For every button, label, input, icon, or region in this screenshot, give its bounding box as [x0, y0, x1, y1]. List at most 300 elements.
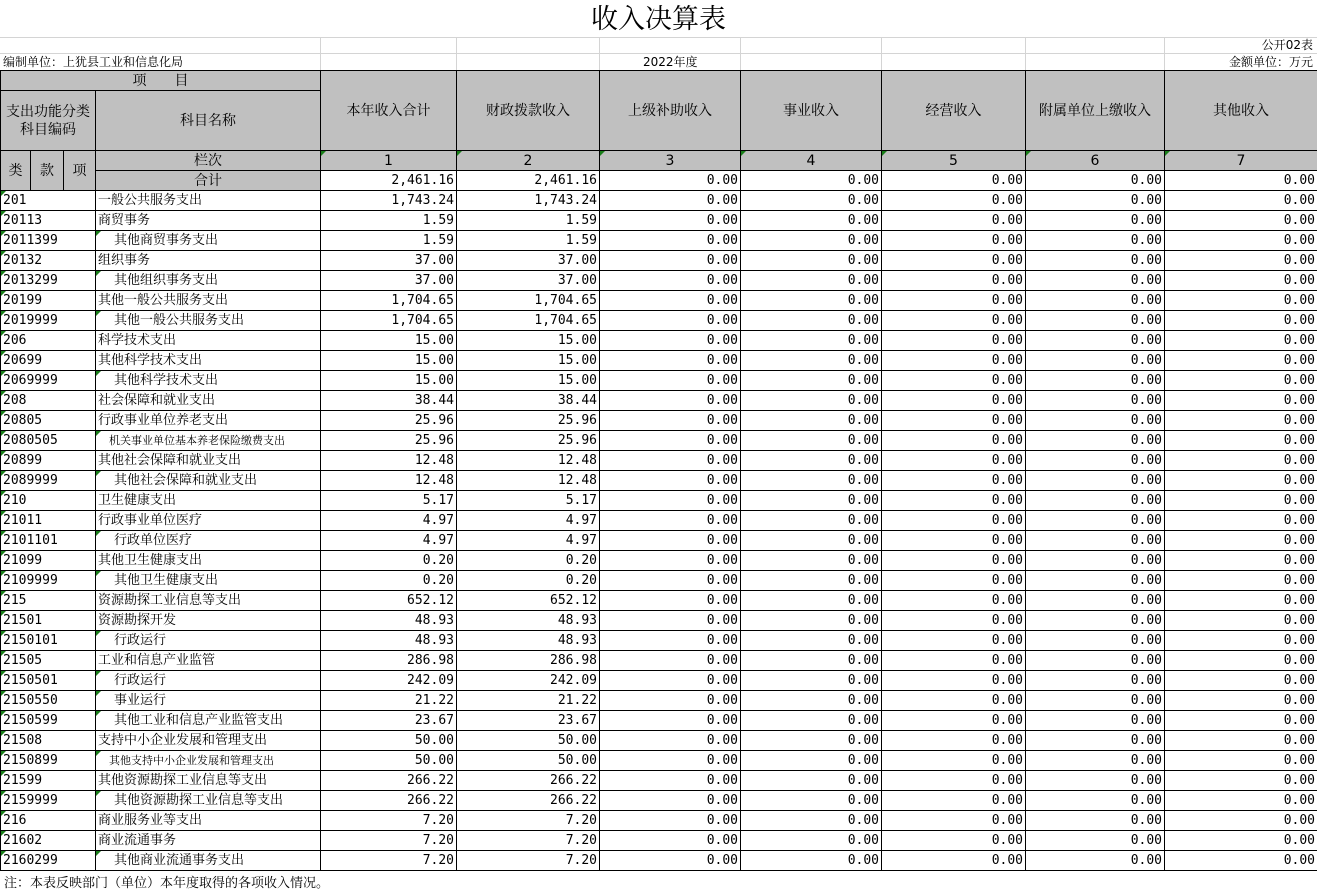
table-row	[1, 511, 1317, 531]
row-value: 0.00	[741, 531, 882, 551]
row-value: 0.00	[741, 671, 882, 691]
row-value: 0.00	[1026, 451, 1165, 471]
row-value: 0.00	[1165, 231, 1317, 251]
row-value: 0.00	[1026, 731, 1165, 751]
table-row	[1, 671, 1317, 691]
row-value: 0.00	[741, 831, 882, 851]
row-value: 0.00	[882, 231, 1026, 251]
row-value: 0.00	[1026, 671, 1165, 691]
col-number: 5	[882, 151, 1026, 171]
row-value: 0.00	[1165, 191, 1317, 211]
header-xiangmu: 项 目	[1, 71, 321, 91]
header-col-4: 事业收入	[741, 71, 882, 151]
gridline	[740, 37, 741, 70]
row-value: 0.00	[600, 611, 741, 631]
table-row	[1, 471, 1317, 491]
row-value: 0.00	[741, 291, 882, 311]
row-value: 0.00	[1165, 591, 1317, 611]
table-row	[1, 271, 1317, 291]
row-value: 266.22	[457, 771, 600, 791]
table-row	[1, 231, 1317, 251]
table-row	[1, 191, 1317, 211]
row-value: 0.00	[882, 411, 1026, 431]
row-value: 0.00	[741, 211, 882, 231]
table-row	[1, 591, 1317, 611]
row-value: 0.00	[882, 671, 1026, 691]
table-row	[1, 731, 1317, 751]
row-value: 4.97	[457, 531, 600, 551]
row-value: 0.00	[882, 851, 1026, 871]
row-value: 0.00	[1165, 831, 1317, 851]
row-value: 0.00	[1165, 671, 1317, 691]
col-number: 6	[1026, 151, 1165, 171]
row-code: 20805	[1, 411, 96, 431]
row-value: 15.00	[321, 371, 457, 391]
row-value: 0.00	[1026, 711, 1165, 731]
row-name: 其他组织事务支出	[96, 271, 321, 291]
row-value: 0.00	[1026, 431, 1165, 451]
table-body	[1, 191, 1317, 871]
total-value: 0.00	[1026, 171, 1165, 191]
row-value: 7.20	[321, 831, 457, 851]
row-value: 0.00	[1026, 211, 1165, 231]
row-value: 0.00	[1165, 771, 1317, 791]
row-value: 5.17	[321, 491, 457, 511]
row-value: 0.00	[1165, 531, 1317, 551]
row-value: 0.00	[1165, 511, 1317, 531]
row-value: 0.00	[741, 611, 882, 631]
row-value: 0.00	[600, 691, 741, 711]
row-name: 商业服务业等支出	[96, 811, 321, 831]
table-row	[1, 551, 1317, 571]
row-value: 0.00	[741, 511, 882, 531]
row-value: 0.00	[882, 771, 1026, 791]
row-value: 0.00	[1026, 311, 1165, 331]
row-value: 48.93	[321, 611, 457, 631]
row-value: 0.00	[600, 831, 741, 851]
row-value: 0.00	[600, 511, 741, 531]
row-code: 21501	[1, 611, 96, 631]
row-value: 0.00	[882, 251, 1026, 271]
row-value: 0.00	[1026, 851, 1165, 871]
row-code: 20113	[1, 211, 96, 231]
row-value: 0.00	[741, 431, 882, 451]
row-code: 2159999	[1, 791, 96, 811]
row-value: 0.20	[457, 571, 600, 591]
row-value: 0.00	[1026, 631, 1165, 651]
row-name: 行政运行	[96, 631, 321, 651]
row-name: 工业和信息产业监管	[96, 651, 321, 671]
row-value: 0.00	[600, 811, 741, 831]
gridline	[320, 37, 321, 70]
row-value: 0.00	[741, 411, 882, 431]
row-value: 0.00	[1165, 691, 1317, 711]
row-value: 0.00	[1026, 291, 1165, 311]
total-value: 0.00	[882, 171, 1026, 191]
table-row	[1, 311, 1317, 331]
row-value: 38.44	[321, 391, 457, 411]
row-value: 0.00	[882, 711, 1026, 731]
header-col-2: 财政拨款收入	[457, 71, 600, 151]
row-code: 20132	[1, 251, 96, 271]
row-code: 2013299	[1, 271, 96, 291]
table-row	[1, 331, 1317, 351]
col-number: 4	[741, 151, 882, 171]
row-code: 2160299	[1, 851, 96, 871]
row-value: 0.00	[600, 571, 741, 591]
row-code: 210	[1, 491, 96, 511]
row-value: 1,743.24	[321, 191, 457, 211]
row-value: 0.00	[741, 591, 882, 611]
row-value: 50.00	[457, 751, 600, 771]
row-value: 0.00	[1026, 371, 1165, 391]
row-value: 7.20	[457, 831, 600, 851]
row-value: 0.00	[741, 691, 882, 711]
table-row	[1, 251, 1317, 271]
row-value: 0.20	[321, 571, 457, 591]
table-row	[1, 611, 1317, 631]
row-value: 12.48	[321, 451, 457, 471]
row-name: 其他社会保障和就业支出	[96, 471, 321, 491]
row-value: 0.00	[741, 271, 882, 291]
row-value: 0.00	[1165, 271, 1317, 291]
row-value: 0.00	[1165, 491, 1317, 511]
row-value: 37.00	[321, 251, 457, 271]
row-value: 0.00	[1165, 551, 1317, 571]
header-code-group: 支出功能分类科目编码	[1, 91, 96, 151]
row-value: 0.00	[600, 651, 741, 671]
year-label: 2022年度	[643, 55, 698, 69]
row-value: 0.00	[741, 851, 882, 871]
row-code: 216	[1, 811, 96, 831]
row-code: 20899	[1, 451, 96, 471]
row-value: 0.00	[882, 751, 1026, 771]
row-value: 0.00	[600, 311, 741, 331]
row-value: 286.98	[457, 651, 600, 671]
gridline	[0, 53, 1317, 54]
table-row	[1, 691, 1317, 711]
row-value: 0.00	[882, 311, 1026, 331]
row-value: 0.00	[1165, 391, 1317, 411]
row-value: 1,704.65	[321, 311, 457, 331]
row-value: 0.00	[1165, 711, 1317, 731]
row-value: 0.00	[741, 651, 882, 671]
row-name: 行政单位医疗	[96, 531, 321, 551]
total-value: 2,461.16	[457, 171, 600, 191]
row-value: 0.00	[1165, 791, 1317, 811]
income-table	[0, 70, 1317, 871]
row-name: 行政运行	[96, 671, 321, 691]
row-value: 1,704.65	[321, 291, 457, 311]
row-value: 0.00	[1026, 231, 1165, 251]
row-value: 15.00	[457, 331, 600, 351]
row-value: 0.00	[600, 331, 741, 351]
row-code: 21508	[1, 731, 96, 751]
row-value: 0.00	[1165, 291, 1317, 311]
row-value: 0.00	[1165, 211, 1317, 231]
col-number: 7	[1165, 151, 1317, 171]
row-value: 0.00	[882, 571, 1026, 591]
row-name: 其他资源勘探工业信息等支出	[96, 791, 321, 811]
row-value: 1,743.24	[457, 191, 600, 211]
row-code: 2080505	[1, 431, 96, 451]
row-name: 商业流通事务	[96, 831, 321, 851]
row-code: 2109999	[1, 571, 96, 591]
row-value: 50.00	[457, 731, 600, 751]
row-value: 0.00	[882, 831, 1026, 851]
table-row	[1, 291, 1317, 311]
row-name: 其他社会保障和就业支出	[96, 451, 321, 471]
row-value: 0.00	[882, 371, 1026, 391]
row-value: 0.00	[741, 191, 882, 211]
total-value: 0.00	[741, 171, 882, 191]
row-value: 0.00	[600, 671, 741, 691]
row-value: 266.22	[321, 771, 457, 791]
row-value: 0.00	[882, 811, 1026, 831]
row-value: 25.96	[457, 431, 600, 451]
row-value: 0.00	[741, 631, 882, 651]
row-value: 0.00	[1165, 351, 1317, 371]
row-value: 266.22	[457, 791, 600, 811]
row-value: 15.00	[457, 371, 600, 391]
row-name: 其他一般公共服务支出	[96, 291, 321, 311]
header-lei: 类	[1, 151, 31, 191]
row-value: 4.97	[321, 511, 457, 531]
row-code: 20199	[1, 291, 96, 311]
row-value: 0.00	[741, 331, 882, 351]
row-code: 2101101	[1, 531, 96, 551]
row-value: 0.00	[882, 731, 1026, 751]
row-name: 其他工业和信息产业监管支出	[96, 711, 321, 731]
table-row	[1, 751, 1317, 771]
row-value: 21.22	[457, 691, 600, 711]
row-value: 0.00	[882, 611, 1026, 631]
table-row	[1, 391, 1317, 411]
row-value: 0.00	[1026, 531, 1165, 551]
row-value: 0.00	[600, 851, 741, 871]
row-name: 其他商业流通事务支出	[96, 851, 321, 871]
row-value: 0.00	[1026, 491, 1165, 511]
row-value: 0.20	[457, 551, 600, 571]
table-row	[1, 771, 1317, 791]
row-value: 0.00	[1026, 511, 1165, 531]
header-col-5: 经营收入	[882, 71, 1026, 151]
header-col-6: 附属单位上缴收入	[1026, 71, 1165, 151]
row-value: 0.00	[1165, 371, 1317, 391]
row-value: 0.00	[882, 471, 1026, 491]
row-value: 23.67	[321, 711, 457, 731]
unit-label: 编制单位：上犹县工业和信息化局	[3, 55, 184, 69]
gridline	[1164, 37, 1165, 70]
header-name: 科目名称	[96, 91, 321, 151]
row-value: 0.00	[600, 771, 741, 791]
row-code: 21505	[1, 651, 96, 671]
row-value: 0.00	[600, 791, 741, 811]
row-name: 其他科学技术支出	[96, 371, 321, 391]
row-value: 0.00	[882, 291, 1026, 311]
row-value: 0.00	[1026, 551, 1165, 571]
row-value: 0.00	[1165, 411, 1317, 431]
gridline	[1025, 37, 1026, 70]
row-value: 0.00	[1026, 351, 1165, 371]
header-col-7: 其他收入	[1165, 71, 1317, 151]
row-value: 0.00	[882, 491, 1026, 511]
row-code: 2150550	[1, 691, 96, 711]
table-row	[1, 631, 1317, 651]
table-row	[1, 491, 1317, 511]
gridline	[599, 37, 600, 70]
header-xiang: 项	[64, 151, 96, 191]
form-number: 公开02表	[1261, 38, 1313, 52]
row-value: 0.00	[1026, 831, 1165, 851]
row-name: 科学技术支出	[96, 331, 321, 351]
total-value: 0.00	[600, 171, 741, 191]
row-value: 0.00	[741, 351, 882, 371]
row-value: 0.00	[882, 451, 1026, 471]
row-value: 37.00	[457, 271, 600, 291]
header-kuan: 款	[31, 151, 64, 191]
row-name: 卫生健康支出	[96, 491, 321, 511]
row-code: 2019999	[1, 311, 96, 331]
row-value: 0.00	[600, 591, 741, 611]
col-number: 1	[321, 151, 457, 171]
row-value: 7.20	[321, 851, 457, 871]
row-value: 0.00	[600, 231, 741, 251]
row-name: 社会保障和就业支出	[96, 391, 321, 411]
row-name: 资源勘探工业信息等支出	[96, 591, 321, 611]
footnote: 注：本表反映部门（单位）本年度取得的各项收入情况。	[4, 876, 330, 891]
row-value: 0.00	[600, 531, 741, 551]
row-value: 0.00	[1165, 851, 1317, 871]
row-value: 0.00	[741, 491, 882, 511]
row-code: 206	[1, 331, 96, 351]
row-value: 0.00	[741, 391, 882, 411]
row-value: 0.00	[600, 491, 741, 511]
row-value: 37.00	[457, 251, 600, 271]
row-value: 0.00	[1026, 391, 1165, 411]
row-value: 1.59	[321, 231, 457, 251]
row-value: 0.00	[1026, 251, 1165, 271]
row-value: 0.00	[600, 631, 741, 651]
row-value: 0.00	[1165, 631, 1317, 651]
row-value: 0.00	[882, 431, 1026, 451]
header-lanci: 栏次	[96, 151, 321, 171]
header-col-3: 上级补助收入	[600, 71, 741, 151]
row-value: 15.00	[457, 351, 600, 371]
row-value: 4.97	[321, 531, 457, 551]
row-value: 0.00	[1165, 811, 1317, 831]
row-code: 2089999	[1, 471, 96, 491]
table-row	[1, 791, 1317, 811]
row-value: 0.00	[1026, 611, 1165, 631]
row-value: 0.00	[600, 191, 741, 211]
row-value: 266.22	[321, 791, 457, 811]
row-value: 0.00	[600, 251, 741, 271]
table-row	[1, 411, 1317, 431]
row-value: 0.00	[600, 291, 741, 311]
row-value: 0.00	[1026, 591, 1165, 611]
row-name: 其他卫生健康支出	[96, 571, 321, 591]
row-value: 0.00	[600, 731, 741, 751]
row-code: 20699	[1, 351, 96, 371]
row-value: 0.00	[1026, 331, 1165, 351]
row-value: 25.96	[457, 411, 600, 431]
row-value: 1,704.65	[457, 291, 600, 311]
row-value: 0.00	[600, 371, 741, 391]
row-value: 0.00	[1165, 311, 1317, 331]
row-value: 12.48	[457, 471, 600, 491]
row-value: 0.00	[741, 451, 882, 471]
row-value: 0.00	[741, 791, 882, 811]
row-code: 21099	[1, 551, 96, 571]
row-value: 0.00	[600, 411, 741, 431]
row-name: 其他资源勘探工业信息等支出	[96, 771, 321, 791]
row-value: 242.09	[321, 671, 457, 691]
row-value: 0.00	[1165, 251, 1317, 271]
table-row	[1, 831, 1317, 851]
row-value: 0.00	[1026, 271, 1165, 291]
row-value: 0.00	[741, 771, 882, 791]
row-value: 25.96	[321, 431, 457, 451]
row-name: 事业运行	[96, 691, 321, 711]
gridline	[881, 37, 882, 70]
row-value: 0.00	[1165, 471, 1317, 491]
table-row	[1, 651, 1317, 671]
row-value: 7.20	[457, 811, 600, 831]
row-value: 0.00	[1026, 771, 1165, 791]
row-value: 0.00	[741, 551, 882, 571]
row-value: 0.00	[882, 691, 1026, 711]
row-value: 38.44	[457, 391, 600, 411]
row-value: 15.00	[321, 331, 457, 351]
total-value: 2,461.16	[321, 171, 457, 191]
row-value: 286.98	[321, 651, 457, 671]
table-row	[1, 811, 1317, 831]
table-row	[1, 571, 1317, 591]
row-value: 0.00	[1165, 431, 1317, 451]
report-title: 收入决算表	[591, 4, 726, 35]
row-value: 0.00	[1026, 751, 1165, 771]
row-value: 48.93	[457, 631, 600, 651]
row-value: 0.00	[741, 811, 882, 831]
row-value: 652.12	[321, 591, 457, 611]
row-value: 37.00	[321, 271, 457, 291]
row-value: 0.20	[321, 551, 457, 571]
row-value: 12.48	[457, 451, 600, 471]
row-name: 其他商贸事务支出	[96, 231, 321, 251]
row-value: 0.00	[1026, 411, 1165, 431]
row-value: 0.00	[882, 551, 1026, 571]
table-row	[1, 711, 1317, 731]
row-value: 0.00	[600, 351, 741, 371]
row-code: 2150899	[1, 751, 96, 771]
row-value: 1.59	[457, 211, 600, 231]
row-value: 23.67	[457, 711, 600, 731]
row-value: 242.09	[457, 671, 600, 691]
row-code: 2150599	[1, 711, 96, 731]
row-value: 0.00	[1165, 651, 1317, 671]
row-value: 0.00	[741, 571, 882, 591]
row-value: 0.00	[600, 271, 741, 291]
row-value: 0.00	[741, 731, 882, 751]
row-value: 0.00	[882, 271, 1026, 291]
row-name: 商贸事务	[96, 211, 321, 231]
row-value: 48.93	[457, 611, 600, 631]
row-value: 48.93	[321, 631, 457, 651]
row-code: 201	[1, 191, 96, 211]
row-value: 0.00	[882, 791, 1026, 811]
row-value: 1.59	[457, 231, 600, 251]
